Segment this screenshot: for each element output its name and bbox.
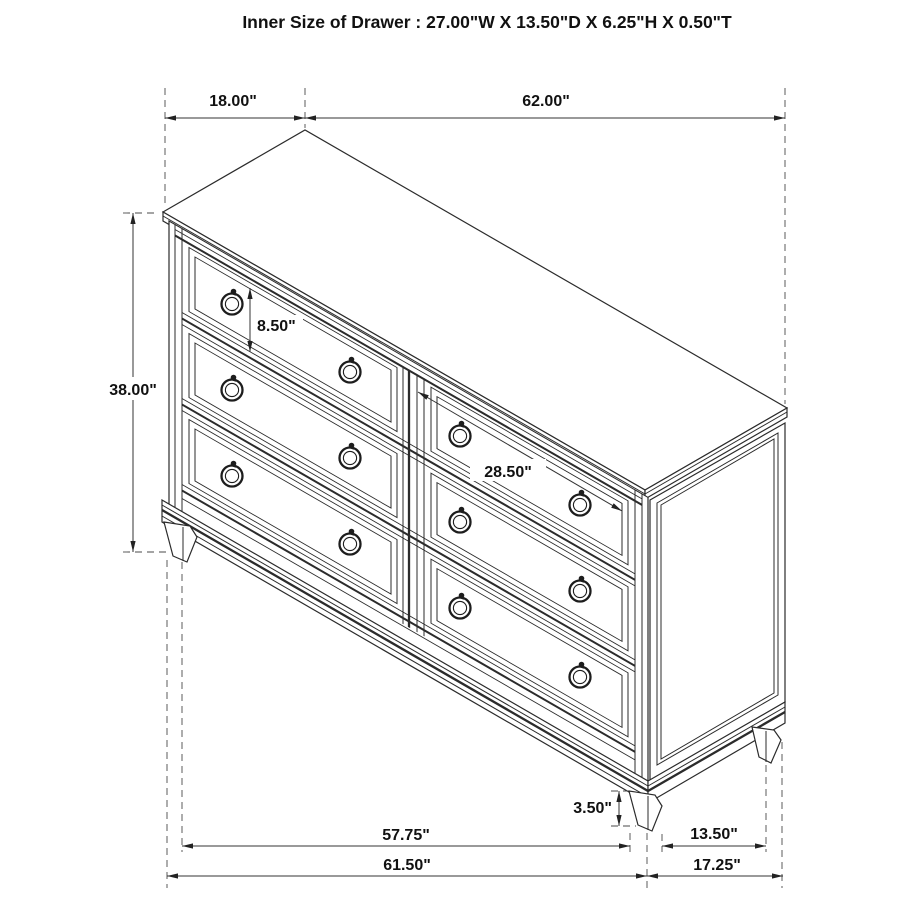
dim-front-inner-width [182,827,630,849]
dim-label-leg-height: 3.50" [573,800,612,817]
dim-overall-height [103,213,163,552]
diagram-title: Inner Size of Drawer : 27.00"W X 13.50"D X 6.25"H X 0.50"T [242,12,732,32]
dim-leg-height [573,791,621,826]
back-right-leg [752,727,781,763]
dim-label-side-inner-depth: 13.50" [690,826,738,843]
dim-side-inner-depth [662,826,766,849]
dim-side-overall-depth [647,857,783,879]
dim-label-front-inner-width: 57.75" [382,827,430,844]
dim-label-drawer-width: 28.50" [484,464,532,481]
dim-label-drawer-height: 8.50" [257,318,296,335]
dim-label-top-width: 62.00" [522,93,570,110]
dim-label-top-left-overhang: 18.00" [209,93,257,110]
dim-label-front-overall-width: 61.50" [383,857,431,874]
dim-front-overall-width [167,857,647,879]
dim-label-side-overall-depth: 17.25" [693,857,741,874]
dim-label-overall-height: 38.00" [109,382,157,399]
dim-top-width [165,93,785,121]
